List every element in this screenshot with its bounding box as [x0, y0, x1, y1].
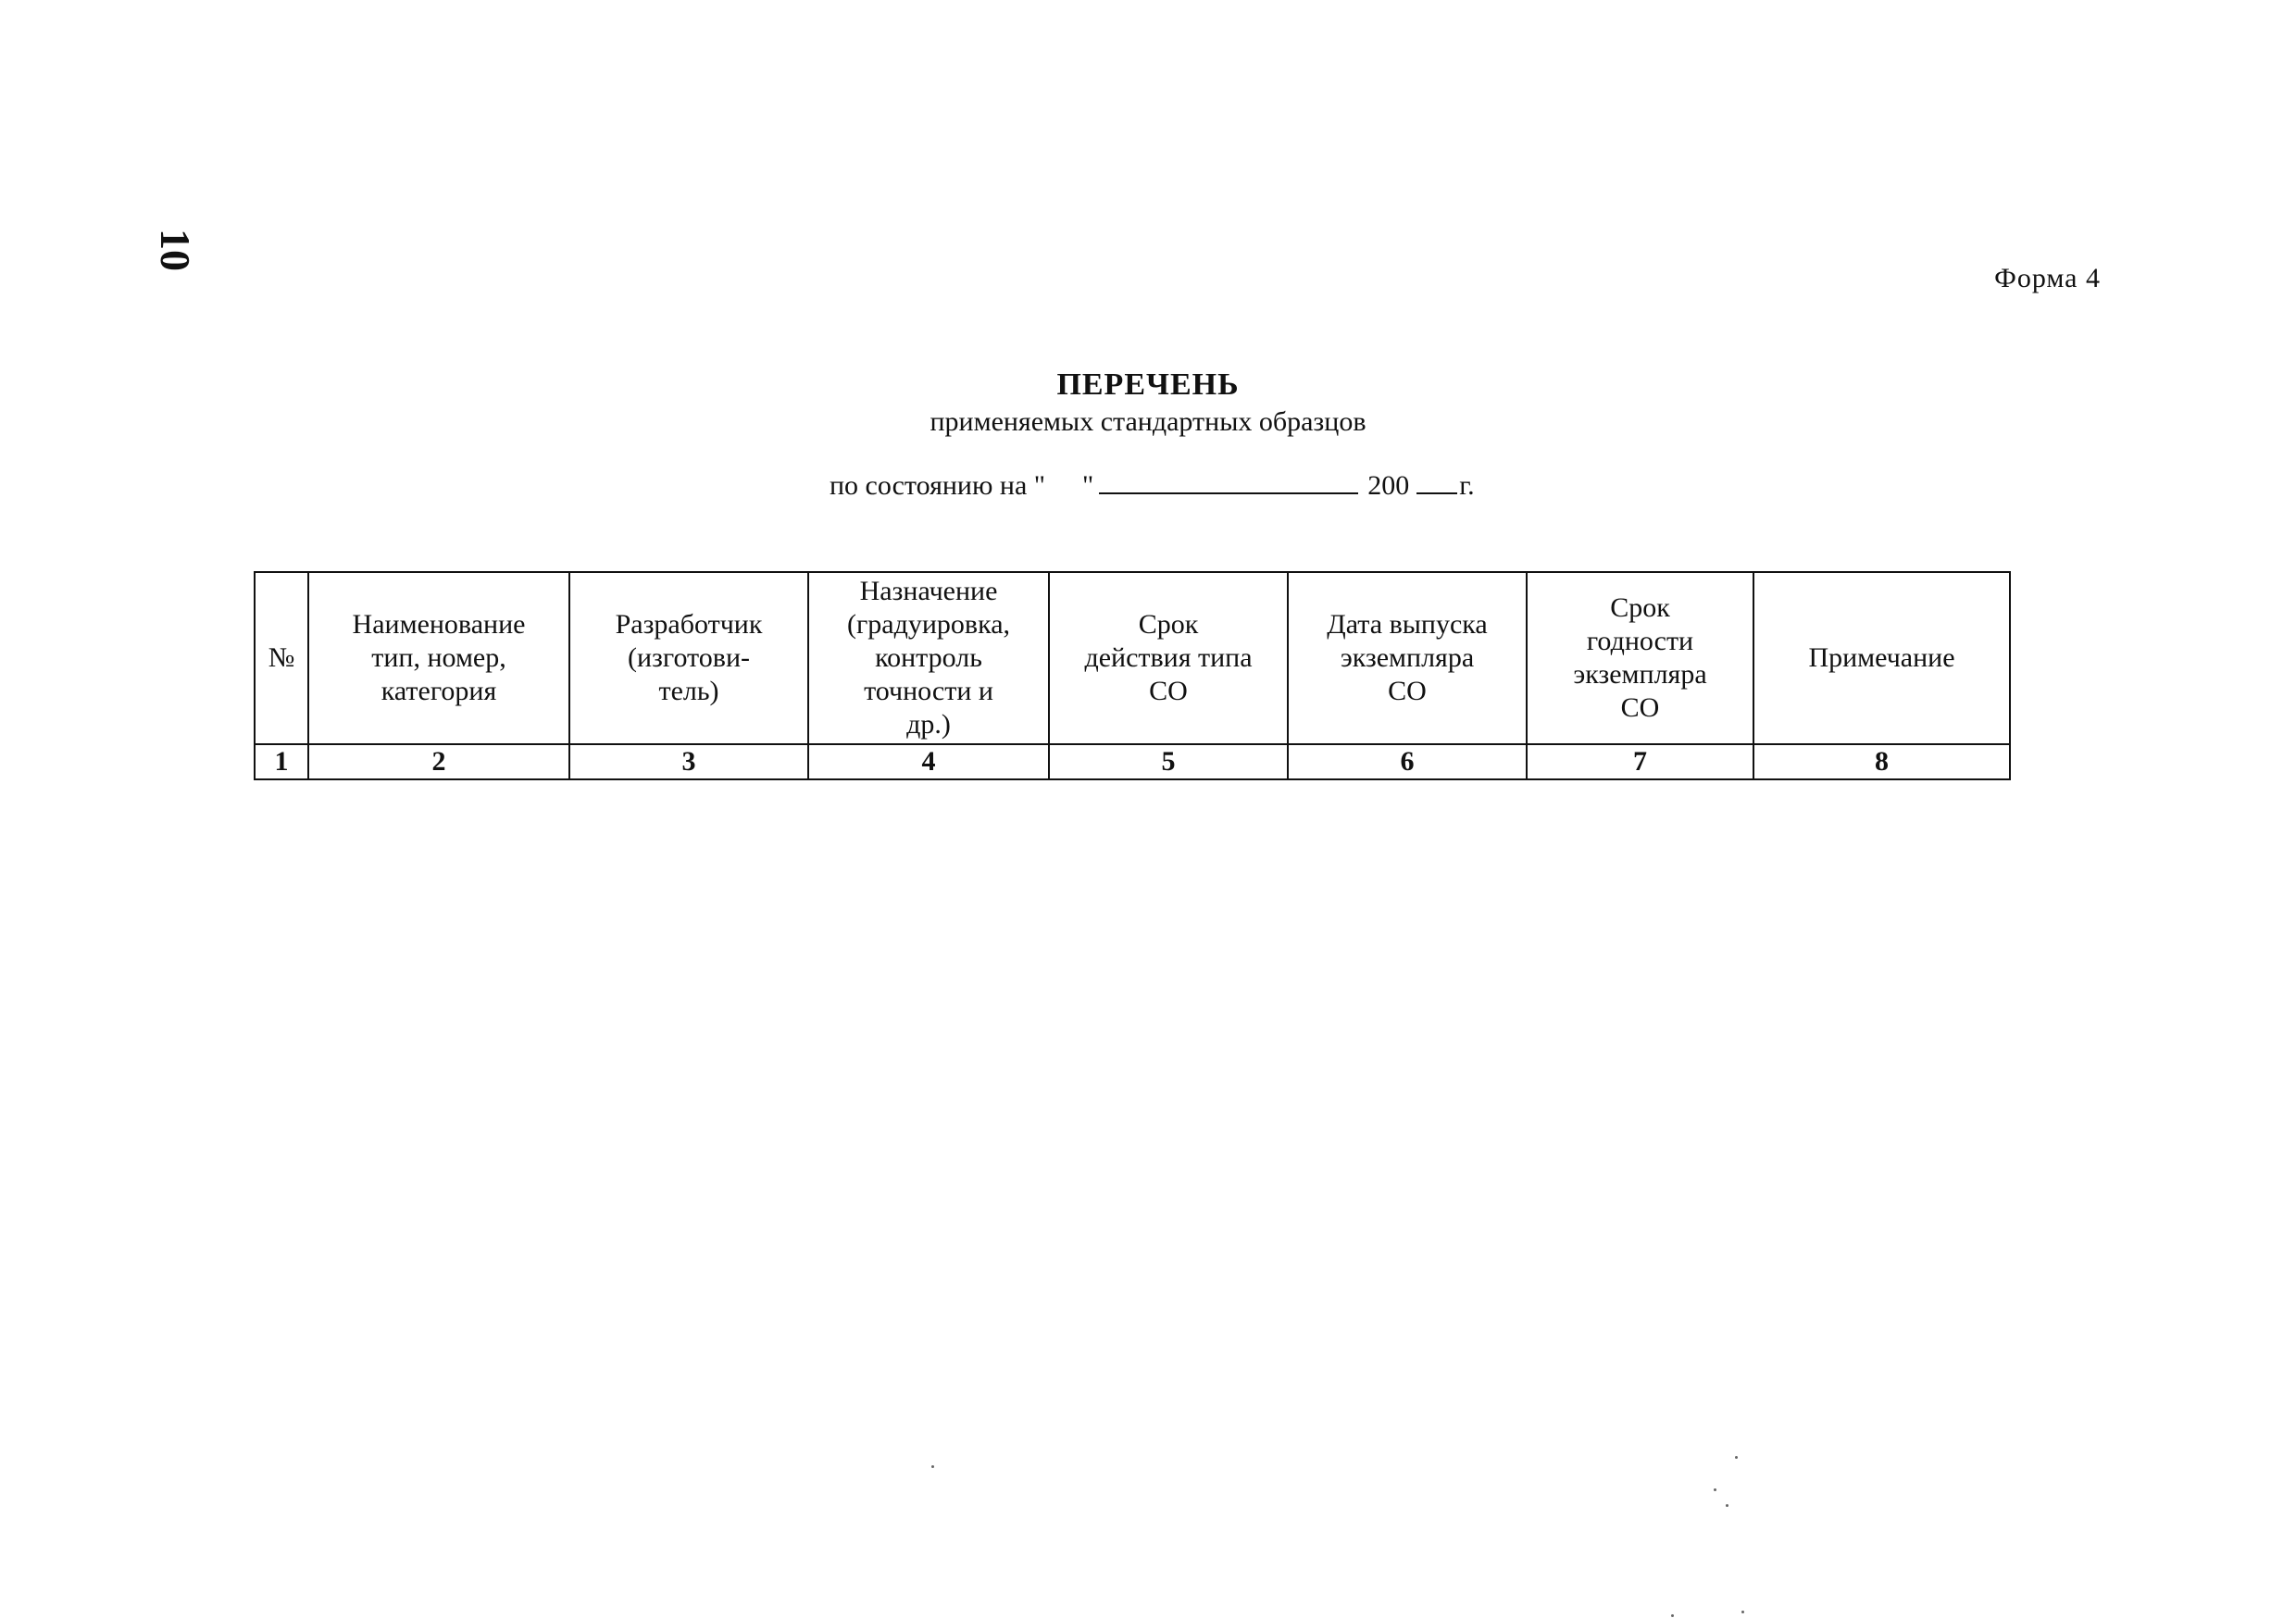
column-header: [808, 572, 1049, 744]
column-header: [569, 572, 808, 744]
month-blank: [1099, 468, 1358, 494]
column-number: 6: [1288, 744, 1527, 779]
column-number: 4: [808, 744, 1049, 779]
year-prefix: 200: [1367, 470, 1410, 501]
column-header-label: Наименование тип, номер, категория: [352, 609, 526, 706]
column-header: [255, 572, 308, 744]
column-header-label: Дата выпуска экземпляра СО: [1327, 609, 1488, 706]
standard-samples-table: [254, 571, 2011, 780]
scan-speck: [931, 1465, 934, 1468]
table-header-row: [255, 572, 2010, 744]
document-subtitle: применяемых стандартных образцов: [930, 406, 1366, 437]
title-block: [0, 367, 2296, 441]
column-header: [1753, 572, 2010, 744]
column-header-label: Примечание: [1808, 642, 1955, 673]
page-number: 10: [152, 229, 200, 271]
column-number: 8: [1753, 744, 2010, 779]
column-header: [308, 572, 569, 744]
column-header-label: №: [268, 642, 295, 673]
scan-speck: [1735, 1456, 1738, 1459]
scan-speck: [1741, 1611, 1744, 1613]
column-number: 2: [308, 744, 569, 779]
column-header: [1288, 572, 1527, 744]
year-suffix: г.: [1459, 470, 1475, 501]
date-line: [830, 468, 1475, 502]
scan-speck: [1671, 1614, 1674, 1617]
document-title: ПЕРЕЧЕНЬ: [1056, 367, 1240, 402]
year-blank: [1416, 468, 1457, 494]
column-number: 7: [1527, 744, 1753, 779]
column-number: 5: [1049, 744, 1288, 779]
column-number-row: [255, 744, 2010, 779]
scan-speck: [1726, 1504, 1728, 1507]
scan-speck: [1714, 1488, 1716, 1491]
column-number: 1: [255, 744, 308, 779]
date-quote-close: ": [1082, 470, 1094, 501]
column-header: [1527, 572, 1753, 744]
day-blank: [1045, 470, 1082, 494]
column-number: 3: [569, 744, 808, 779]
column-header: [1049, 572, 1288, 744]
column-header-label: Срок годности экземпляра СО: [1573, 592, 1707, 723]
date-prefix: по состоянию на ": [830, 470, 1046, 501]
form-label: Форма 4: [1994, 263, 2101, 293]
column-header-label: Назначение (градуировка, контроль точности и др.): [846, 576, 1011, 740]
column-header-label: Разработчик (изготови- тель): [615, 609, 763, 706]
column-header-label: Срок действия типа СО: [1084, 609, 1253, 706]
